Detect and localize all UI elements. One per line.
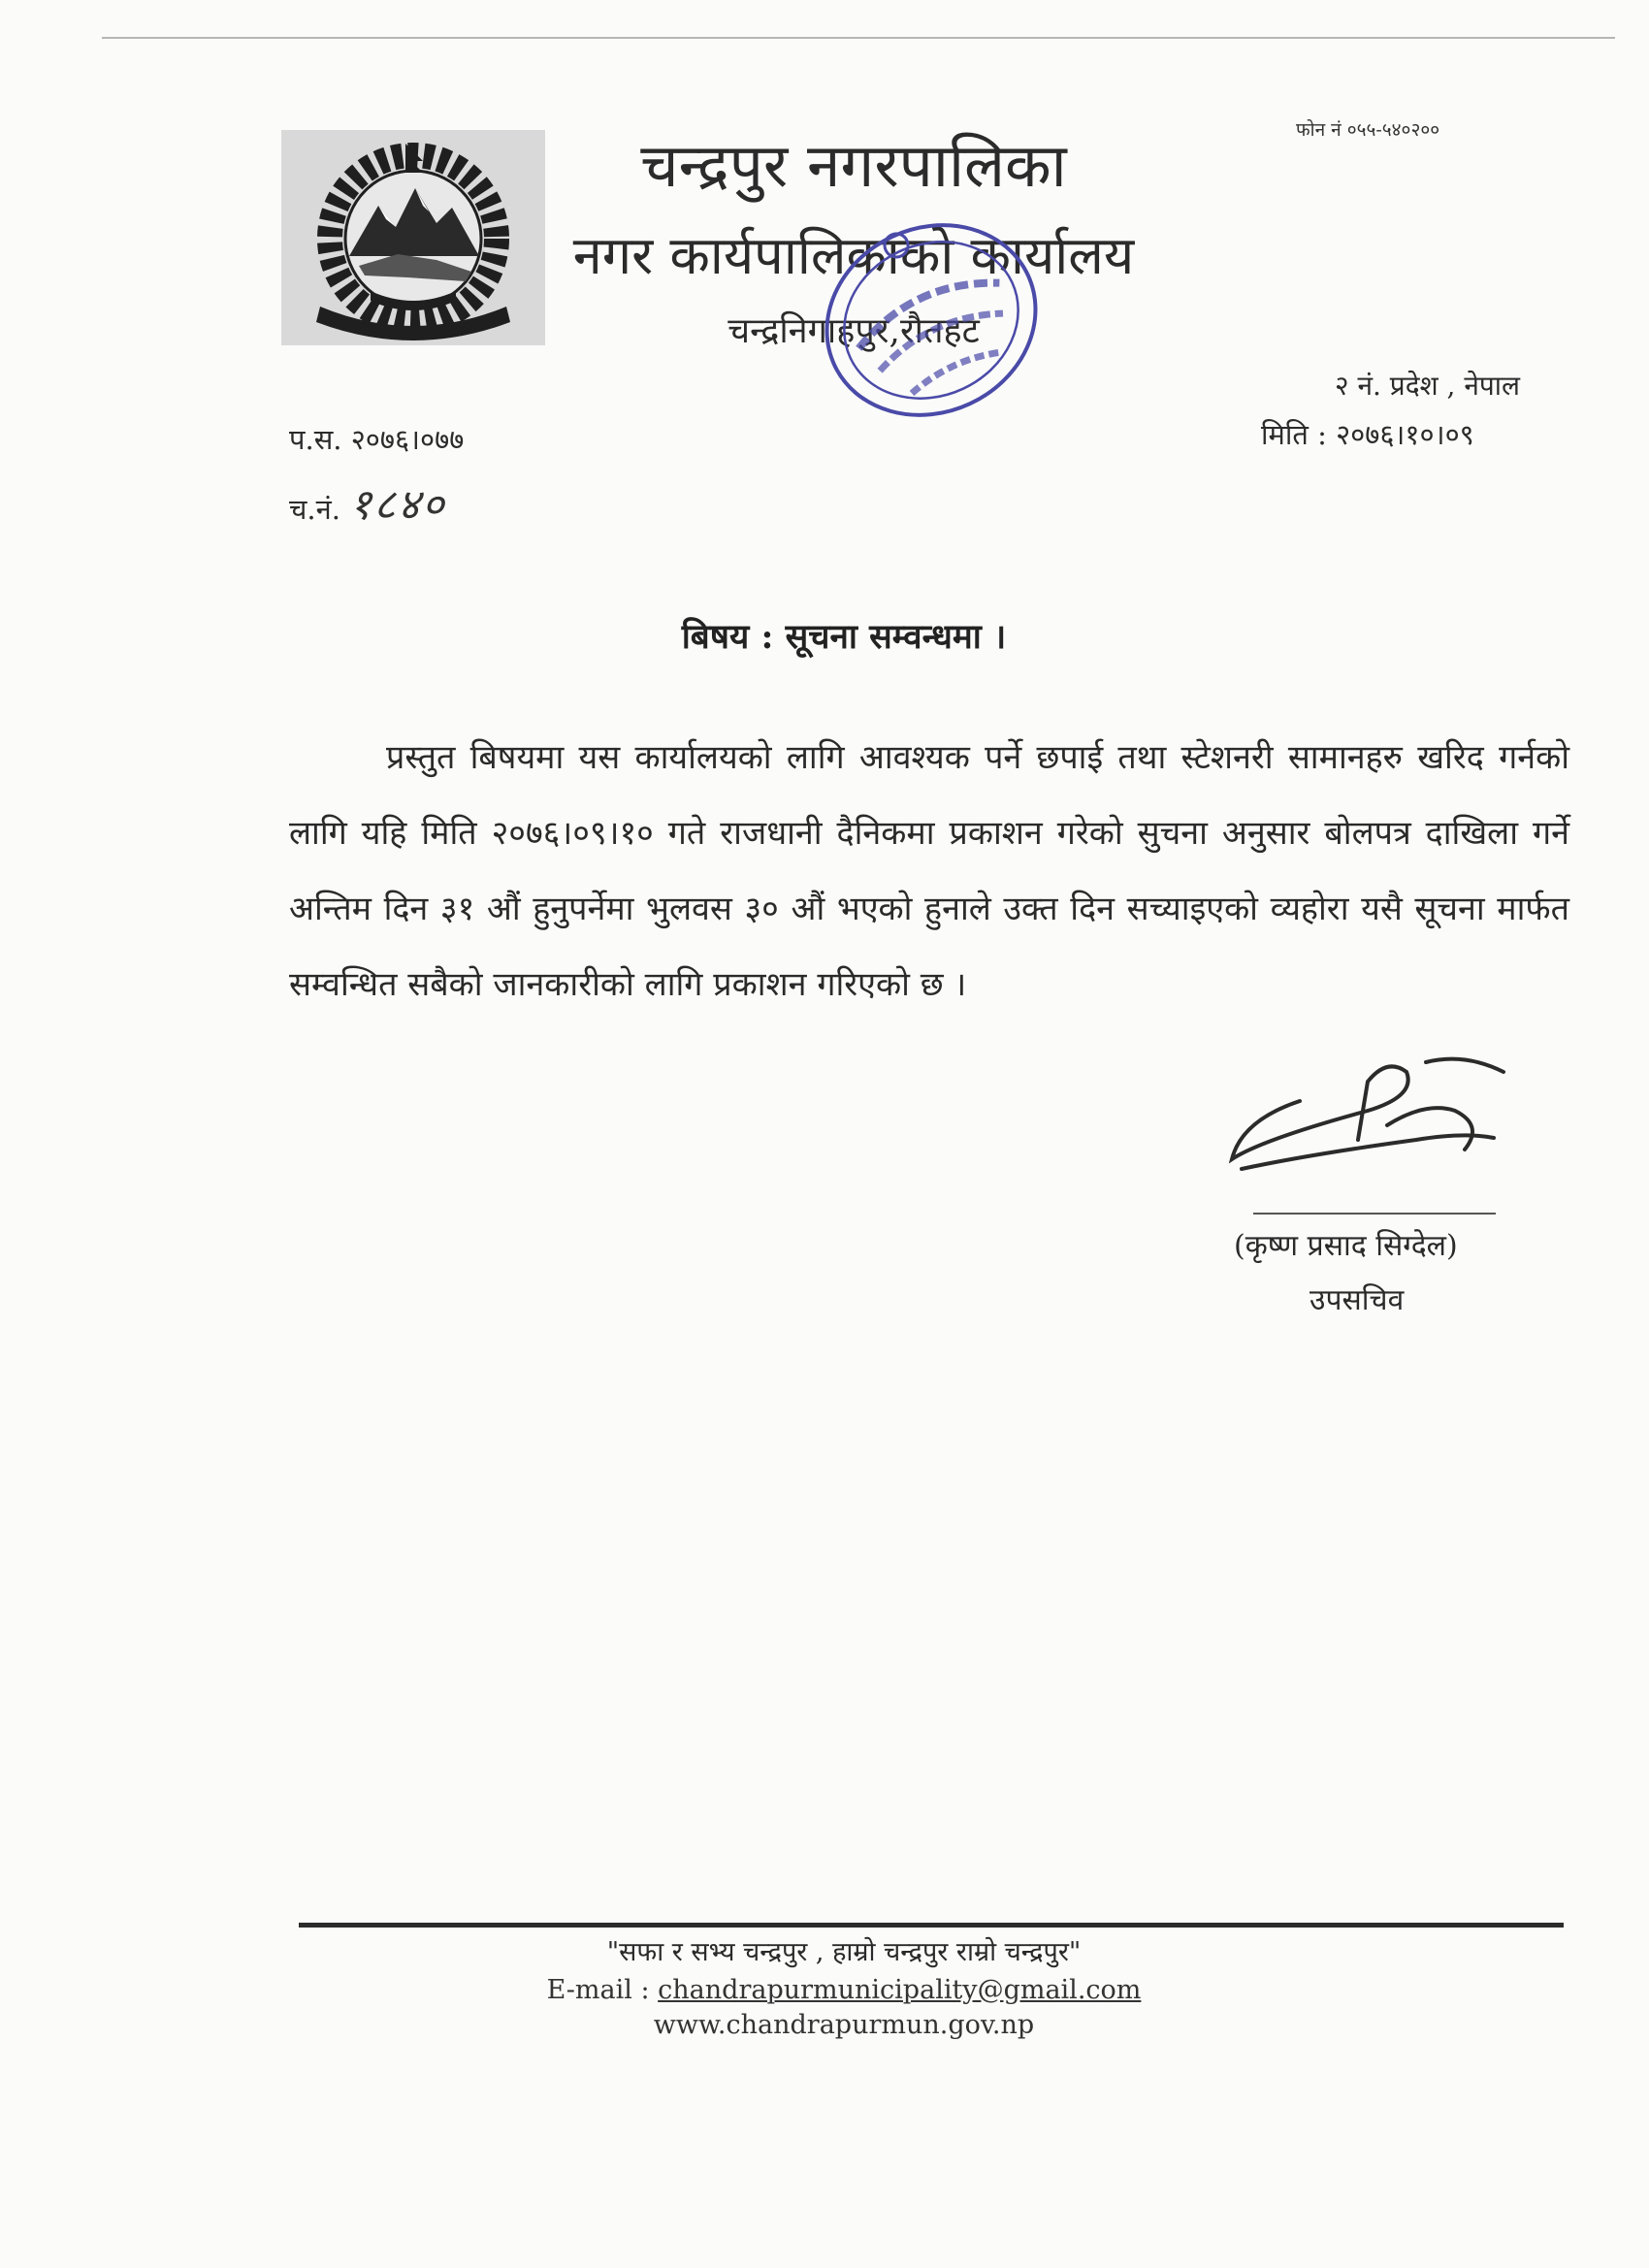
fiscal-year: प.स. २०७६।०७७ bbox=[289, 423, 465, 456]
office-name: नगर कार्यपालिकाको कार्यालय bbox=[572, 225, 1135, 286]
signature-rule bbox=[1253, 1213, 1496, 1215]
footer-slogan: "सफा र सभ्य चन्द्रपुर , हाम्रो चन्द्रपुर राम्रो चन्द्रपुर" bbox=[606, 1937, 1082, 1967]
letter-subject: बिषय : सूचना सम्वन्धमा । bbox=[681, 617, 1007, 657]
footer-email-line bbox=[0, 1975, 1649, 2005]
phone-number: फोन नं ०५५-५४०२०० bbox=[1296, 119, 1440, 141]
signer-name: (कृष्ण प्रसाद सिग्देल) bbox=[1234, 1229, 1458, 1263]
footer-website[interactable]: www.chandrapurmun.gov.np bbox=[653, 2010, 1035, 2040]
province-text: २ नं. प्रदेश , नेपाल bbox=[1335, 370, 1521, 402]
email-label: E-mail : bbox=[546, 1975, 659, 2005]
letter-body: प्रस्तुत बिषयमा यस कार्यालयको लागि आवश्यक पर्ने छपाई तथा स्टेशनरी सामानहरु खरिद गर्नको लागि यहि मिति २०७६।०९।१० गते राजधानी दैनिकमा प्रकाशन गरेको सुचना अनुसार बोलपत्र दाखिला गर्ने अन्तिम दिन ३१ औं हुनुपर्नेमा भुलवस ३० औं भएको हुनाले उक्त दिन सच्याइएको व्यहोरा यसै सूचना मार्फत सम्वन्धित सबैको जानकारीको लागि प्रकाशन गरिएको छ । bbox=[289, 738, 1569, 1004]
official-stamp-icon bbox=[805, 209, 1057, 432]
dispatch-number: १८४० bbox=[349, 480, 446, 530]
footer-rule bbox=[299, 1923, 1564, 1928]
top-border-line bbox=[102, 37, 1615, 39]
letter-date: मिति : २०७६।१०।०९ bbox=[1261, 418, 1474, 451]
dispatch-number-line bbox=[289, 473, 446, 532]
handwritten-signature bbox=[1222, 1043, 1571, 1227]
dispatch-label: च.नं. bbox=[289, 493, 340, 526]
email-link[interactable]: chandrapurmunicipality@gmail.com bbox=[658, 1975, 1142, 2005]
signer-title: उपसचिव bbox=[1310, 1283, 1405, 1317]
municipality-name: चन्द्रपुर नगरपालिका bbox=[640, 130, 1067, 201]
office-address: चन्द्रनिगाहपुर,रौतहट bbox=[728, 311, 980, 351]
